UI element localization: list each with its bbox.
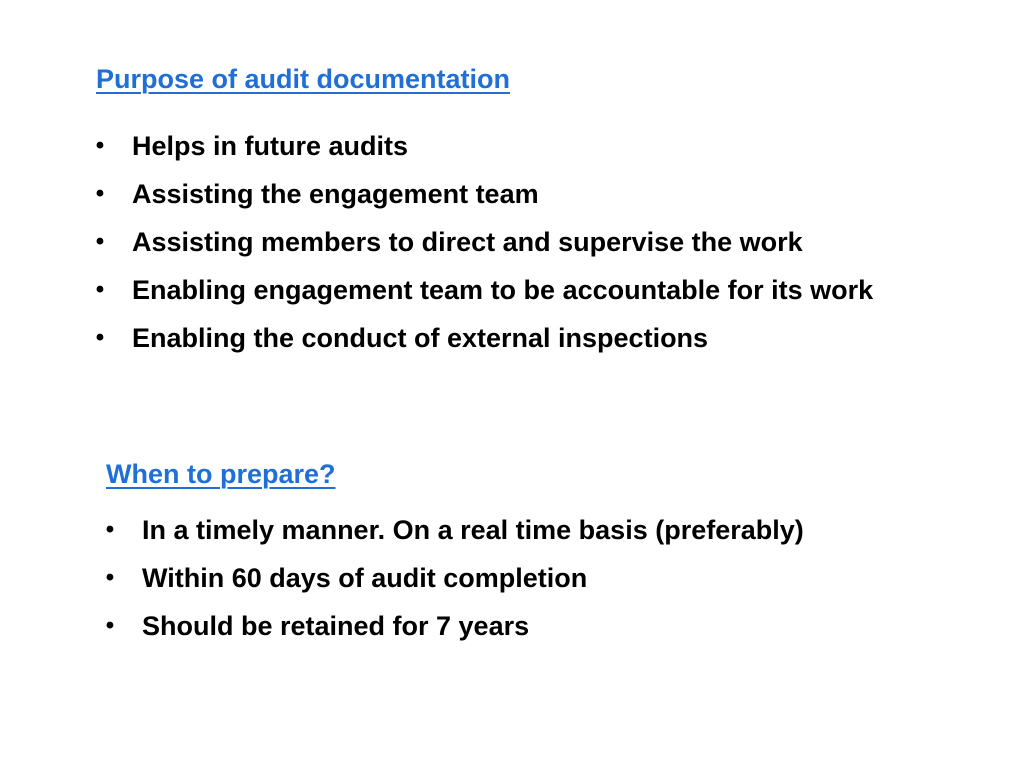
list-item-text: Enabling the conduct of external inspections	[132, 323, 709, 353]
list-item	[92, 318, 892, 358]
bullet-icon: •	[95, 228, 105, 255]
list-item-text: Within 60 days of audit completion	[142, 563, 588, 593]
list-item	[102, 510, 922, 550]
list-item-text: Helps in future audits	[132, 131, 409, 161]
bullet-icon: •	[95, 132, 105, 159]
bullet-icon: •	[95, 276, 105, 303]
bullet-icon: •	[105, 612, 115, 639]
list-item-text: Should be retained for 7 years	[142, 611, 530, 641]
bullet-icon: •	[105, 564, 115, 591]
bullet-icon: •	[105, 516, 115, 543]
purpose-heading: Purpose of audit documentation	[96, 64, 511, 94]
list-item	[92, 126, 892, 166]
list-item	[92, 174, 892, 214]
purpose-list	[92, 126, 892, 366]
list-item-text: In a timely manner. On a real time basis (preferably)	[142, 515, 804, 545]
list-item	[92, 222, 892, 262]
list-item-text: Assisting the engagement team	[132, 179, 539, 209]
bullet-icon: •	[95, 324, 105, 351]
bullet-icon: •	[95, 180, 105, 207]
list-item-text: Assisting members to direct and supervise the work	[132, 227, 803, 257]
list-item	[92, 270, 892, 310]
list-item	[102, 606, 922, 646]
list-item-text: Enabling engagement team to be accountable for its work	[132, 275, 874, 305]
when-list	[102, 510, 922, 654]
when-heading: When to prepare?	[106, 459, 336, 489]
list-item	[102, 558, 922, 598]
